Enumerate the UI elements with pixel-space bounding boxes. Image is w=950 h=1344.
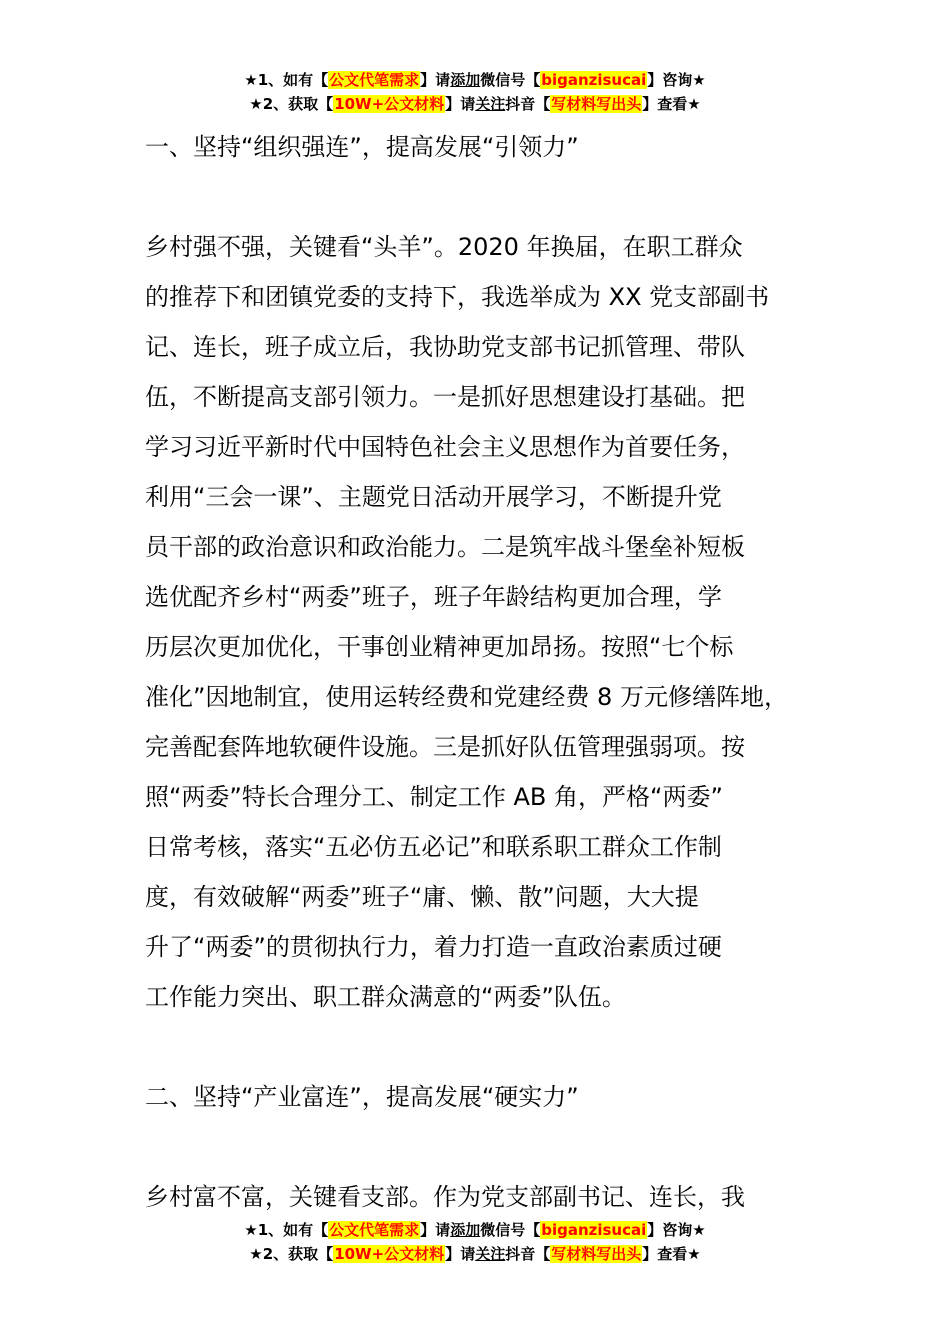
banner-text: 微信号【	[480, 1221, 541, 1239]
paragraph-line: 度，有效破解“两委”班子“庸、懒、散”问题，大大提	[145, 883, 699, 911]
banner-text: 】请	[420, 1221, 451, 1239]
banner-text: 】查看★	[642, 1245, 701, 1263]
banner-underline: 添加	[450, 71, 481, 89]
banner-highlight: 公文代笔需求	[329, 71, 420, 89]
banner-text: ★1、如有【	[244, 71, 329, 89]
banner-highlight: 写材料写出头	[551, 95, 642, 113]
paragraph-line: 伍，不断提高支部引领力。一是抓好思想建设打基础。把	[145, 383, 745, 411]
banner-underline: 添加	[450, 1221, 481, 1239]
banner-line-2	[0, 92, 950, 116]
paragraph-line: 照“两委”特长合理分工、制定工作 AB 角，严格“两委”	[145, 783, 723, 811]
paragraph-line: 乡村强不强，关键看“头羊”。2020 年换届，在职工群众	[145, 233, 743, 261]
paragraph-line: 的推荐下和团镇党委的支持下，我选举成为 XX 党支部副书	[145, 283, 770, 311]
section-heading-2: 二、坚持“产业富连”，提高发展“硬实力”	[145, 1083, 579, 1111]
banner-text: 】咨询★	[647, 71, 706, 89]
paragraph-line: 日常考核，落实“五必仿五必记”和联系职工群众工作制	[145, 833, 722, 861]
section-heading-1: 一、坚持“组织强连”，提高发展“引领力”	[145, 133, 579, 161]
banner-line-1	[0, 68, 950, 92]
footer-banner	[0, 1218, 950, 1266]
banner-highlight: 10W+公文材料	[334, 95, 445, 113]
spacer	[145, 172, 835, 222]
banner-text: 】请	[445, 95, 476, 113]
banner-text: 】咨询★	[647, 1221, 706, 1239]
banner-text: 抖音【	[505, 1245, 551, 1263]
paragraph-line: 升了“两委”的贯彻执行力，着力打造一直政治素质过硬	[145, 933, 722, 961]
banner-highlight: 公文代笔需求	[329, 1221, 420, 1239]
banner-text: 】请	[420, 71, 451, 89]
banner-highlight: biganzisucai	[541, 1221, 647, 1239]
document-body	[145, 122, 835, 1222]
banner-text: 】查看★	[642, 95, 701, 113]
banner-highlight: 写材料写出头	[551, 1245, 642, 1263]
banner-text: ★2、获取【	[249, 95, 334, 113]
banner-highlight: 10W+公文材料	[334, 1245, 445, 1263]
paragraph-line: 完善配套阵地软硬件设施。三是抓好队伍管理强弱项。按	[145, 733, 745, 761]
banner-text: 抖音【	[505, 95, 551, 113]
spacer	[145, 1022, 835, 1072]
banner-text: ★1、如有【	[244, 1221, 329, 1239]
banner-line-2	[0, 1242, 950, 1266]
banner-text: ★2、获取【	[249, 1245, 334, 1263]
paragraph-2	[145, 1172, 835, 1222]
paragraph-line: 员干部的政治意识和政治能力。二是筑牢战斗堡垒补短板	[145, 533, 745, 561]
paragraph-1	[145, 222, 835, 1022]
banner-line-1	[0, 1218, 950, 1242]
paragraph-line: 记、连长，班子成立后，我协助党支部书记抓管理、带队	[145, 333, 745, 361]
paragraph-line: 选优配齐乡村“两委”班子，班子年龄结构更加合理，学	[145, 583, 722, 611]
paragraph-line: 工作能力突出、职工群众满意的“两委”队伍。	[145, 983, 626, 1011]
banner-text: 】请	[445, 1245, 476, 1263]
header-banner	[0, 68, 950, 116]
paragraph-line: 学习习近平新时代中国特色社会主义思想作为首要任务，	[145, 433, 745, 461]
banner-text: 微信号【	[480, 71, 541, 89]
banner-underline: 关注	[475, 95, 506, 113]
paragraph-line: 利用“三会一课”、主题党日活动开展学习，不断提升党	[145, 483, 722, 511]
spacer	[145, 1122, 835, 1172]
paragraph-line: 准化”因地制宜，使用运转经费和党建经费 8 万元修缮阵地，	[145, 683, 788, 711]
paragraph-line: 乡村富不富，关键看支部。作为党支部副书记、连长，我	[145, 1183, 745, 1211]
paragraph-line: 历层次更加优化，干事创业精神更加昂扬。按照“七个标	[145, 633, 734, 661]
banner-underline: 关注	[475, 1245, 506, 1263]
banner-highlight: biganzisucai	[541, 71, 647, 89]
